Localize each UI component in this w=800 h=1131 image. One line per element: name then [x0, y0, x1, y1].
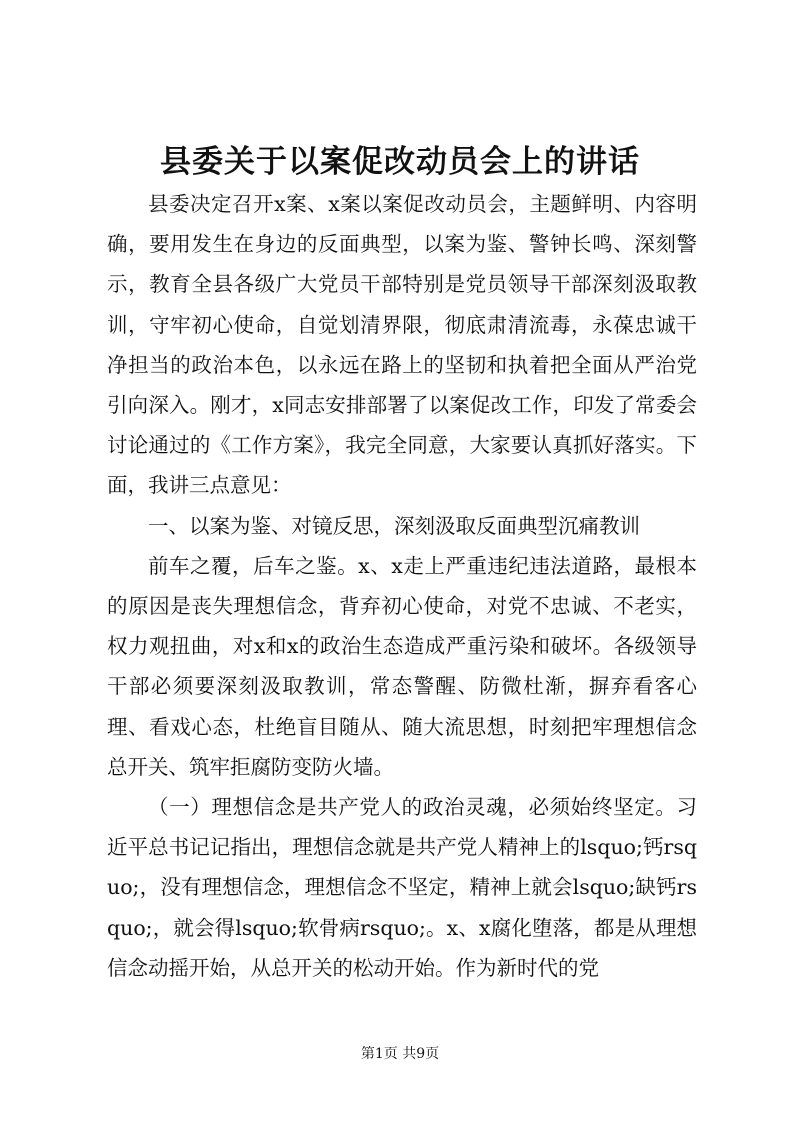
paragraph-subsection-1: （一）理想信念是共产党人的政治灵魂，必须始终坚定。习近平总书记记指出，理想信念就是共产党人精神上的lsquo;钙rsquo;，没有理想信念，理想信念不坚定，精神上就会lsquo;缺钙rsquo;，就会得lsquo;软骨病rsquo;。x、x腐化堕落，都是从理想信念动摇开始，从总开关的松动开始。作为新时代的党 — [107, 795, 697, 980]
document-title: 县委关于以案促改动员会上的讲话 — [160, 144, 640, 180]
paragraph-lesson: 前车之覆，后车之鉴。x、x走上严重违纪违法道路，最根本的原因是丧失理想信念，背弃初心使命，对党不忠诚、不老实，权力观扭曲，对x和x的政治生态造成严重污染和破坏。各级领导干部必须要深刻汲取教训，常态警醒、防微杜渐，摒弃看客心理、看戏心态，杜绝盲目随从、随大流思想，时刻把牢理想信念总开关、筑牢拒腐防变防火墙。 — [107, 553, 697, 779]
page-footer: 第1页 共9页 — [360, 1046, 440, 1062]
paragraph-intro: 县委决定召开x案、x案以案促改动员会，主题鲜明、内容明确，要用发生在身边的反面典型，以案为鉴、警钟长鸣、深刻警示，教育全县各级广大党员干部特别是党员领导干部深刻汲取教训，守牢初心使命，自觉划清界限，彻底肃清流毒，永葆忠诚干净担当的政治本色，以永远在路上的坚韧和执着把全面从严治党引向深入。刚才，x同志安排部署了以案促改工作，印发了常委会讨论通过的《工作方案》，我完全同意，大家要认真抓好落实。下面，我讲三点意见： — [107, 192, 697, 498]
document-body — [107, 184, 697, 988]
section-heading-1: 一、以案为鉴、对镜反思，深刻汲取反面典型沉痛教训 — [148, 513, 640, 538]
